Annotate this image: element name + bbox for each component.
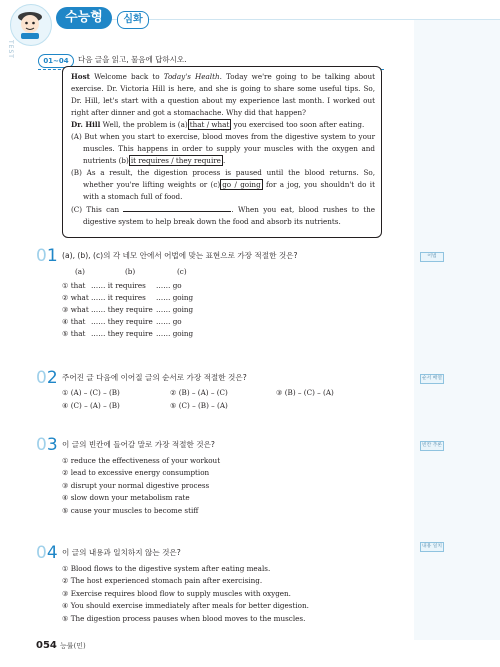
q3-option-1[interactable]: ① reduce the effectiveness of your workout xyxy=(62,456,221,465)
exam-type-badge: 수능형 xyxy=(56,7,112,29)
question-4-text: 이 글의 내용과 일치하지 않는 것은? xyxy=(62,548,181,557)
q3-option-3[interactable]: ③ disrupt your normal digestive process xyxy=(62,481,210,490)
q2-option-4[interactable]: ④ (C) – (A) – (B) xyxy=(62,401,120,410)
page-number: 054 xyxy=(36,640,57,651)
q3-option-4[interactable]: ④ slow down your metabolism rate xyxy=(62,493,190,502)
q2-option-5[interactable]: ⑤ (C) – (B) – (A) xyxy=(170,401,228,410)
q4-option-4[interactable]: ④ You should exercise immediately after meals for better digestion. xyxy=(62,601,309,610)
q1-option-4[interactable]: ④ that …… they require …… go xyxy=(62,317,182,326)
passage-host-line: Host Welcome back to Today's Health. Today we're going to be talking about exercise. Dr. Victoria Hill is here, and she is going to share some useful tips. So, Dr. Hill, let's start with a question about my experience last month. I worked out right after dinner and got a stomachache. Why did that happen? xyxy=(71,72,375,117)
q4-option-1[interactable]: ① Blood flows to the digestive system after eating meals. xyxy=(62,564,271,573)
question-number-2: 02 xyxy=(36,368,58,388)
question-2-text: 주어진 글 다음에 이어질 글의 순서로 가장 적절한 것은? xyxy=(62,373,247,382)
choice-box-c: go / going xyxy=(222,180,261,189)
q2-option-2[interactable]: ② (B) – (A) – (C) xyxy=(170,388,228,397)
q1-option-1[interactable]: ① that …… it requires …… go xyxy=(62,281,182,290)
passage-paragraph-c: (C) This can . When you eat, blood rushes to the digestive system to help break down the food and absorb its nutrients. xyxy=(71,205,375,226)
question-number-1: 01 xyxy=(36,246,58,266)
q4-option-2[interactable]: ② The host experienced stomach pain after exercising. xyxy=(62,576,263,585)
reading-passage xyxy=(62,66,382,238)
q2-option-3[interactable]: ③ (B) – (C) – (A) xyxy=(276,388,334,397)
mascot-face-icon xyxy=(16,9,44,39)
q2-option-1[interactable]: ① (A) – (C) – (B) xyxy=(62,388,120,397)
question-2-type-tag: 순서 배열 xyxy=(420,374,444,384)
instruction-text: 다음 글을 읽고, 물음에 답하시오. xyxy=(78,55,187,64)
choice-box-b: it requires / they require xyxy=(130,156,221,165)
q1-header-b: (b) xyxy=(125,267,136,276)
q4-option-5[interactable]: ⑤ The digestion process pauses when blood moves to the muscles. xyxy=(62,614,306,623)
question-number-3: 03 xyxy=(36,435,58,455)
question-number-4: 04 xyxy=(36,543,58,563)
q3-option-2[interactable]: ② lead to excessive energy consumption xyxy=(62,468,210,477)
level-badge: 심화 xyxy=(117,11,149,29)
passage-dr-hill-line: Dr. Hill Well, the problem is (a) that / what you exercised too soon after eating. xyxy=(71,120,365,129)
question-4-type-tag: 내용 일치 xyxy=(420,542,444,552)
vertical-test-label: TEST xyxy=(7,40,14,59)
q3-option-5[interactable]: ⑤ cause your muscles to become stiff xyxy=(62,506,199,515)
q1-option-2[interactable]: ② what …… it requires …… going xyxy=(62,293,194,302)
q1-option-3[interactable]: ③ what …… they require …… going xyxy=(62,305,194,314)
passage-paragraph-a: (A) But when you start to exercise, blood moves from the digestive system to your muscles. This happens in order to supply your muscles with the oxygen and nutrients (b) it requires / they require . xyxy=(71,132,375,165)
q4-option-3[interactable]: ③ Exercise requires blood flow to supply muscles with oxygen. xyxy=(62,589,291,598)
q1-header-a: (a) xyxy=(75,267,85,276)
q1-option-5[interactable]: ⑤ that …… they require …… going xyxy=(62,329,194,338)
question-3-type-tag: 빈칸 추론 xyxy=(420,441,444,451)
question-1-text: (a), (b), (c)의 각 네모 안에서 어법에 맞는 표현으로 가장 적절한 것은? xyxy=(62,251,298,260)
choice-box-a: that / what xyxy=(189,120,230,129)
q1-header-c: (c) xyxy=(177,267,187,276)
book-title: 능률(민) xyxy=(60,642,86,650)
question-1-type-tag: 어법 xyxy=(420,252,444,262)
passage-paragraph-b: (B) As a result, the digestion process is paused until the blood returns. So, whether you're lifting weights or (c) go / going for a jog, you shouldn't do it with a stomach full of food. xyxy=(71,168,375,201)
answer-blank xyxy=(123,203,231,212)
question-range-badge: 01~04 xyxy=(38,54,74,68)
question-3-text: 이 글의 빈칸에 들어갈 말로 가장 적절한 것은? xyxy=(62,440,215,449)
